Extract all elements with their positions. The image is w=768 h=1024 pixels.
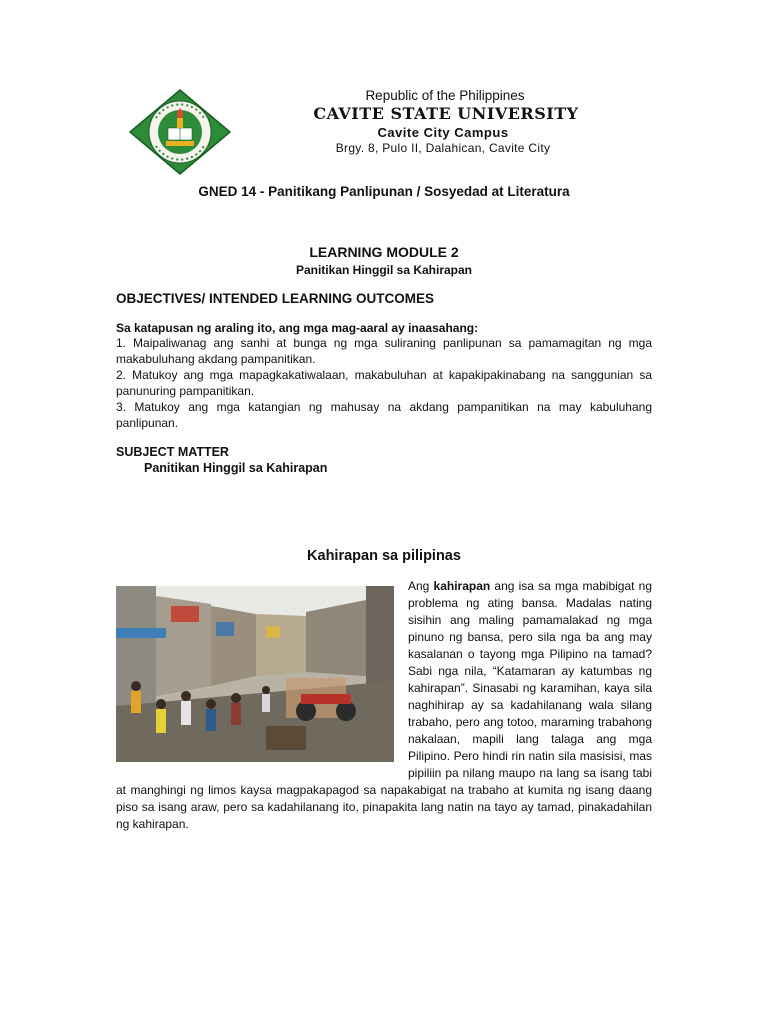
paragraph-lead: Ang: [408, 579, 434, 593]
paragraph-body: ang isa sa mga mabibigat ng problema ng ating bansa. Madalas nating sisihin ang maling pamamalakad ng mga pinuno ng bansa, pero sila nga ba ang may kasalanan o tayong mga Pilipino na tamad? Sabi nga nila, “Katamaran ay katumbas ng kahirapan”. Sinasabi ng karamihan, kaya sila naghihirap ay sa kadahilanang wala silang trabaho, pero ang totoo, maraming trabahong nakalaan, mapili lang talaga ang mga Pilipino. Pero hindi rin natin sila masisisi, mas pipiliin pa nilang maupo na lang sa isang tabi at manghingi ng limos kaysa magpakapagod sa napakabigat na trabaho at kumita ng isang daang piso sa isang araw, pero sa kadahilanang ito, pinapakita lang natin na tayo ay tamad, pinakadahilan ng kahirapan.: [116, 579, 653, 831]
republic-line: Republic of the Philippines: [365, 88, 525, 103]
course-title: GNED 14 - Panitikang Panlipunan / Sosyedad at Literatura: [198, 184, 570, 199]
section-title: Kahirapan sa pilipinas: [307, 548, 461, 564]
objective-item: 3. Matukoy ang mga katangian ng mahusay na akdang pampanitikan na may kabuluhang panlipunan.: [116, 400, 652, 430]
campus-name: Cavite City Campus: [377, 125, 509, 140]
objectives-heading: OBJECTIVES/ INTENDED LEARNING OUTCOMES: [116, 291, 435, 306]
subject-matter-heading: SUBJECT MATTER: [116, 445, 229, 459]
university-name: CAVITE STATE UNIVERSITY: [313, 104, 579, 123]
objectives-list: [116, 335, 652, 431]
paragraph-keyword: kahirapan: [433, 579, 491, 593]
module-title: LEARNING MODULE 2: [309, 244, 459, 260]
slum-area-photo: [116, 586, 394, 762]
campus-address: Brgy. 8, Pulo II, Dalahican, Cavite City: [335, 141, 551, 155]
module-subtitle: Panitikan Hinggil sa Kahirapan: [295, 263, 473, 277]
objectives-intro: Sa katapusan ng araling ito, ang mga mag-aaral ay inaasahang:: [116, 321, 479, 335]
objective-item: 2. Matukoy ang mga mapagkakatiwalaan, makabuluhan at kapakipakinabang na sanggunian sa panunuring pampanitikan.: [116, 368, 652, 398]
objective-item: 1. Maipaliwanag ang sanhi at bunga ng mga suliraning panlipunan sa pamamagitan ng mga makabuluhang akdang pampanitikan.: [116, 336, 652, 366]
subject-matter-value: Panitikan Hinggil sa Kahirapan: [144, 461, 328, 475]
